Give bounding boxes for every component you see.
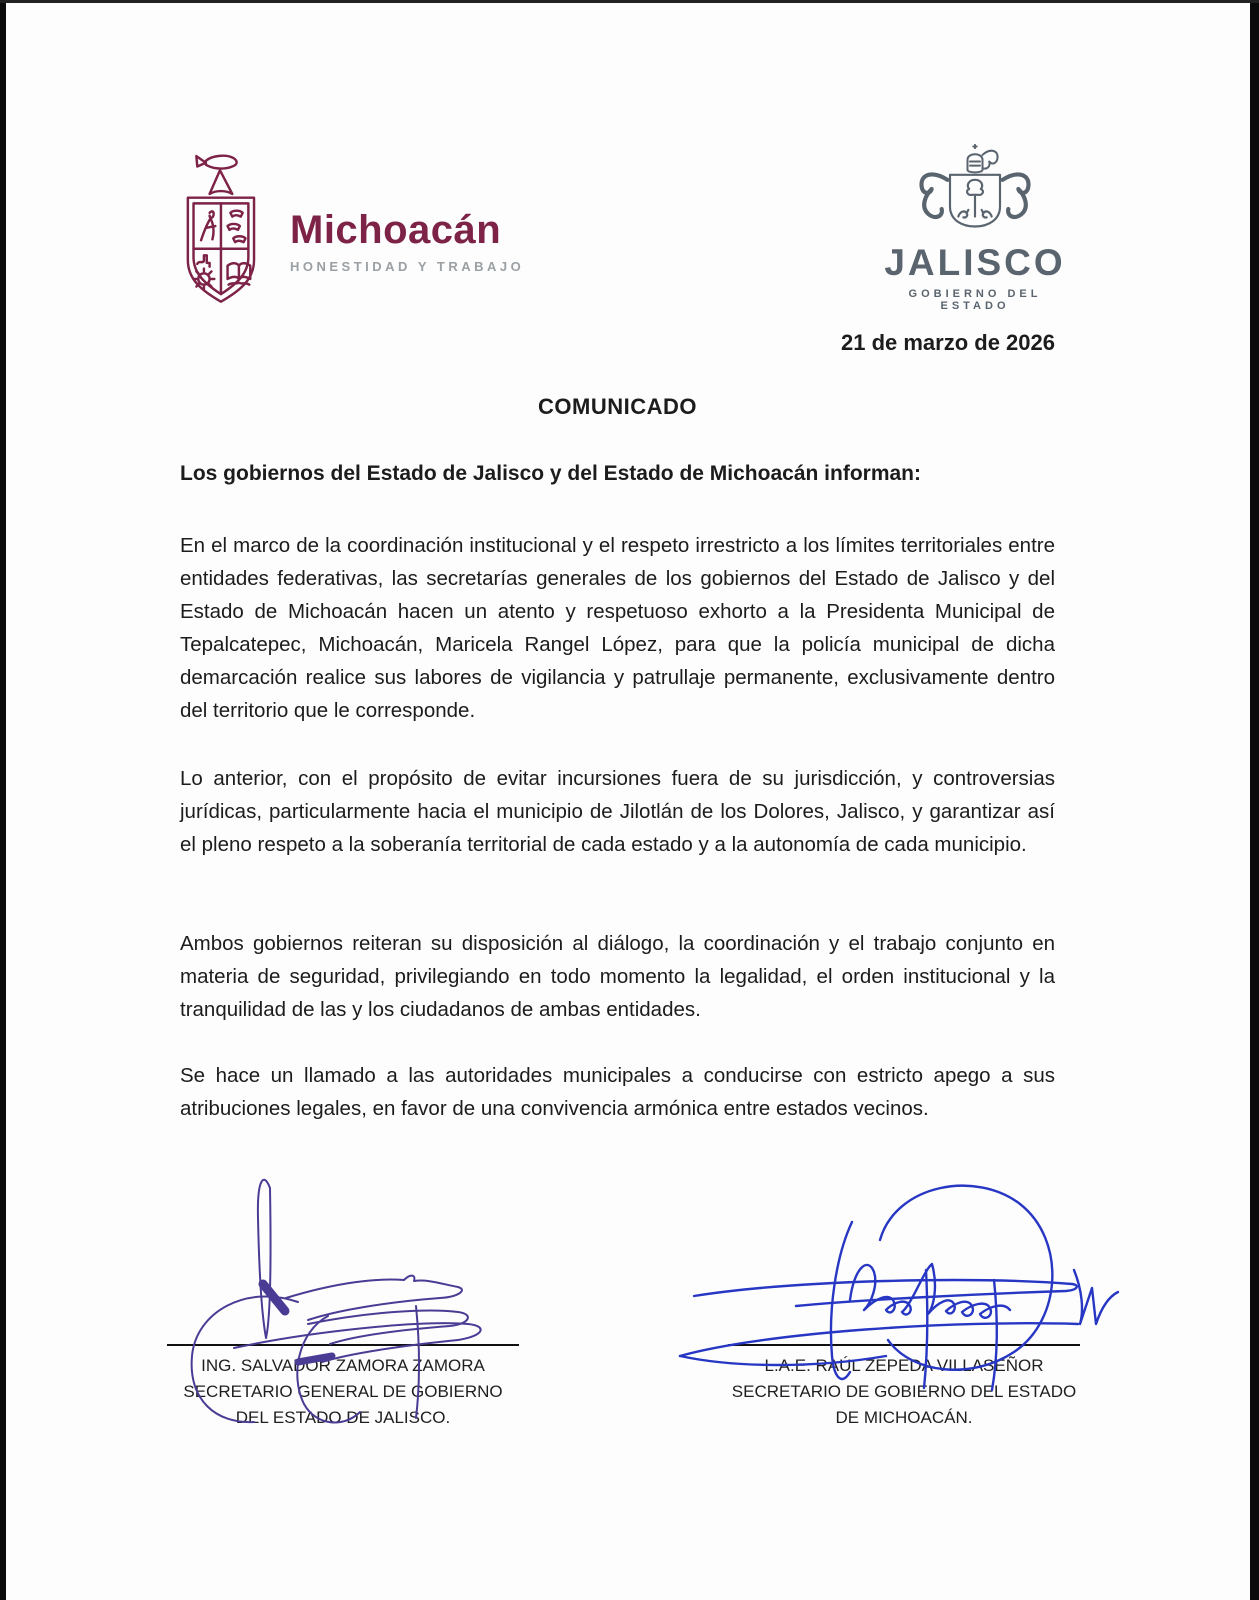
michoacan-tagline: HONESTIDAD Y TRABAJO [290, 259, 525, 274]
signature-block-jalisco [167, 1344, 519, 1431]
paragraph-2: Lo anterior, con el propósito de evitar incursiones fuera de su jurisdicción, y controversias jurídicas, particularmente hacia el municipio de Jilotlán de los Dolores, Jalisco, y garantizar así el pleno respeto a la soberanía territorial de cada estado y a la autonomía de cada municipio. [180, 767, 1055, 856]
document-date: 21 de marzo de 2026 [840, 330, 1055, 355]
paragraph-4: Se hace un llamado a las autoridades municipales a conducirse con estricto apego a sus atribuciones legales, en favor de una convivencia armónica entre estados vecinos. [180, 1064, 1055, 1120]
signer-name: L.A.E. RAÚL ZEPEDA VILLASEÑOR [764, 1356, 1044, 1375]
paragraph-1: En el marco de la coordinación institucional y el respeto irrestricto a los límites territoriales entre entidades federativas, las secretarías generales de los gobiernos del Estado de Jalisco y del Estado de Michoacán hacen un atento y respetuoso exhorto a la Presidenta Municipal de Tepalcatepec, Michoacán, Maricela Rangel López, para que la policía municipal de dicha demarcación realice sus labores de vigilancia y patrullaje permanente, exclusivamente dentro del territorio que le corresponde. [180, 534, 1055, 722]
signer-title: SECRETARIO GENERAL DE GOBIERNO [183, 1382, 503, 1401]
michoacan-wordmark: Michoacán [290, 208, 502, 252]
document-intro: Los gobiernos del Estado de Jalisco y del Estado de Michoacán informan: [180, 462, 921, 485]
signer-title: DE MICHOACÁN. [835, 1408, 973, 1427]
jalisco-wordmark: JALISCO [884, 242, 1066, 283]
signer-title: SECRETARIO DE GOBIERNO DEL ESTADO [731, 1382, 1077, 1401]
scan-edge-right [1250, 0, 1259, 1600]
michoacan-coat-of-arms-icon [168, 148, 272, 306]
jalisco-logo [880, 138, 1070, 312]
signer-title: DEL ESTADO DE JALISCO. [235, 1408, 451, 1427]
michoacan-logo [168, 148, 524, 306]
jalisco-coat-of-arms-icon [900, 138, 1050, 240]
jalisco-tagline: GOBIERNO DEL ESTADO [908, 288, 1042, 312]
document-title: COMUNICADO [538, 394, 697, 419]
paragraph-3: Ambos gobiernos reiteran su disposición al diálogo, la coordinación y el trabajo conjunto en materia de seguridad, privilegiando en todo momento la legalidad, el orden institucional y la tranquilidad de las y los ciudadanos de ambas entidades. [180, 932, 1055, 1021]
scan-edge-top [0, 0, 1259, 3]
signer-name: ING. SALVADOR ZAMORA ZAMORA [201, 1356, 485, 1375]
signature-block-michoacan [728, 1344, 1080, 1431]
scan-edge-left [0, 0, 6, 1600]
